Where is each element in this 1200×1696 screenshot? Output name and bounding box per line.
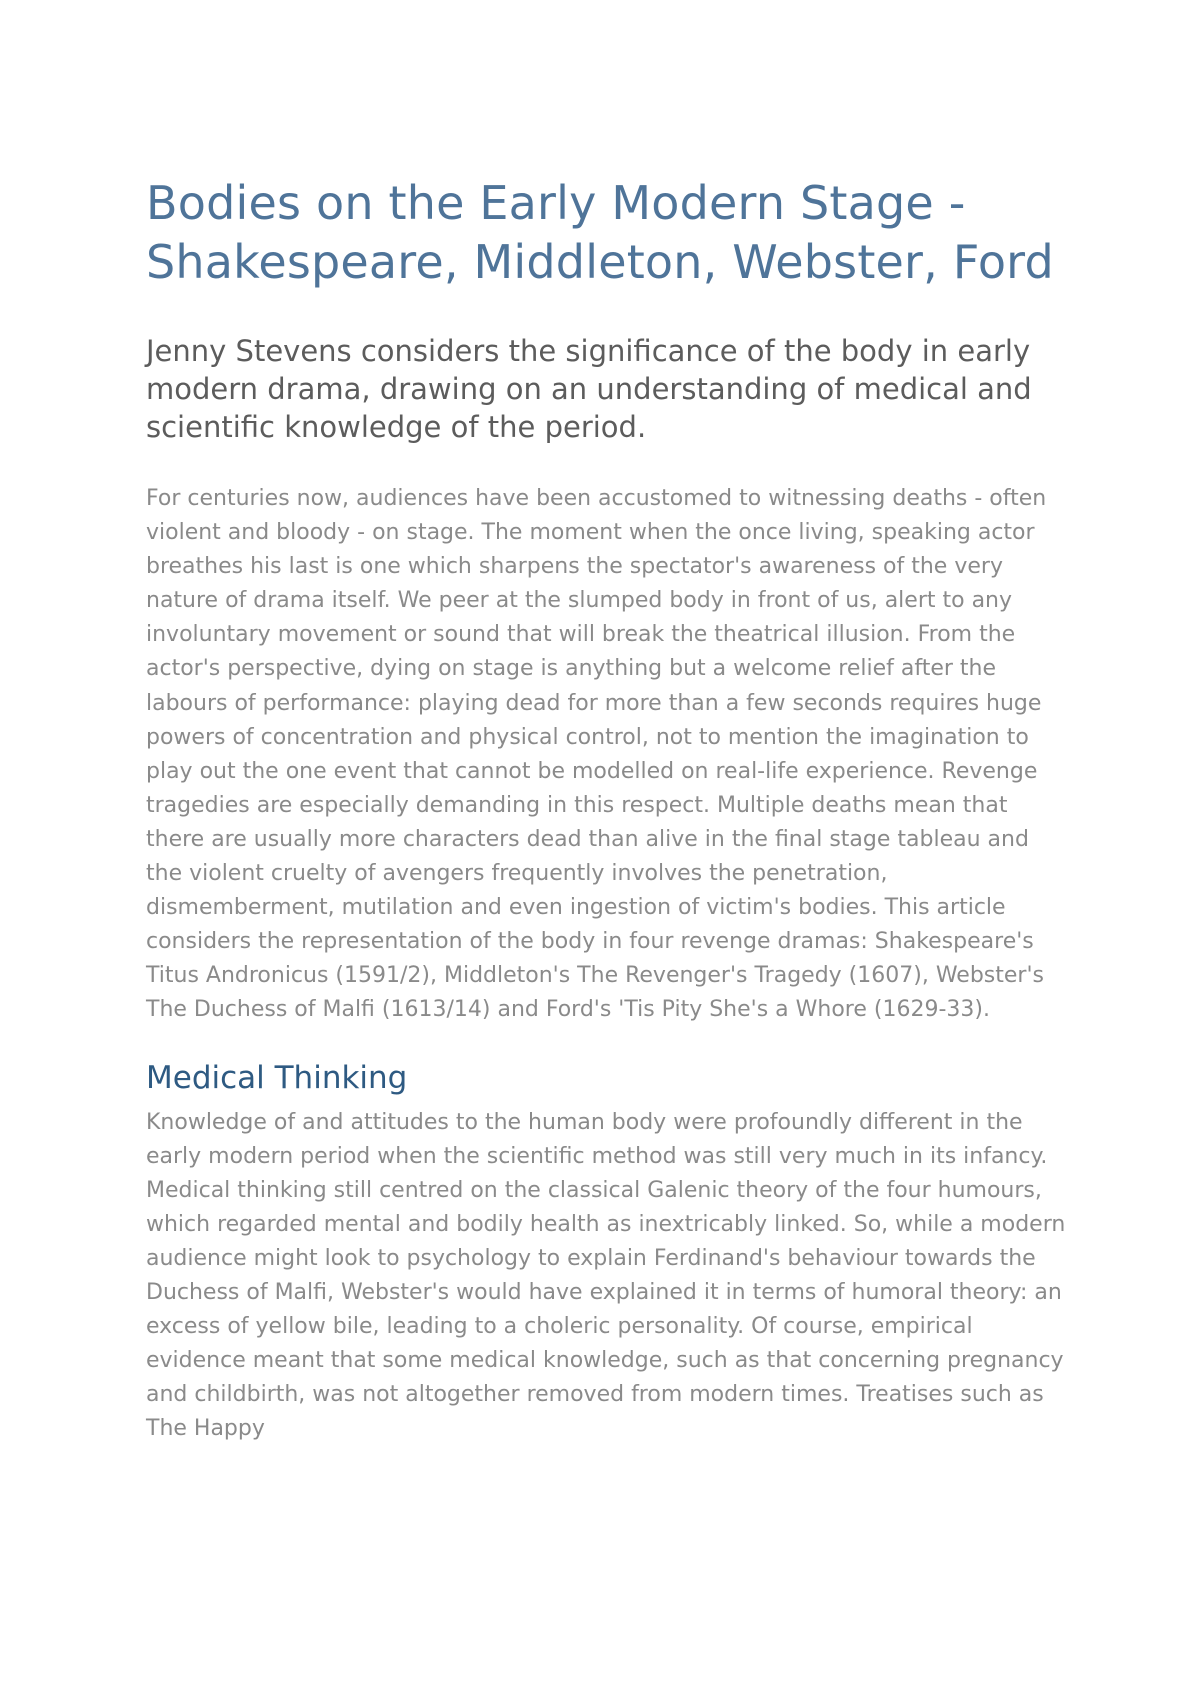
article-subtitle: Jenny Stevens considers the significance of the body in early modern drama, drawing on an understanding of medical and scientific knowledge of the period. — [146, 334, 1032, 444]
document-page — [146, 174, 1071, 1446]
article-title: Bodies on the Early Modern Stage - Shakespeare, Middleton, Webster, Ford — [146, 176, 1054, 289]
section-paragraph: Knowledge of and attitudes to the human body were profoundly different in the early modern period when the scientific method was still very much in its infancy. Medical thinking still centred on the classical Galenic theory of the four humours, which regarded mental and bodily health as inextricably linked. So, while a modern audience might look to psychology to explain Ferdinand's behaviour towards the Duchess of Malfi, Webster's would have explained it in terms of humoral theory: an excess of yellow bile, leading to a choleric personality. Of course, empirical evidence meant that some medical knowledge, such as that concerning pregnancy and childbirth, was not altogether removed from modern times. Treatises such as The Happy — [146, 1109, 1066, 1442]
intro-paragraph: For centuries now, audiences have been accustomed to witnessing deaths - often violent and bloody - on stage. The moment when the once living, speaking actor breathes his last is one which sharpens the spectator's awareness of the very nature of drama itself. We peer at the slumped body in front of us, alert to any involuntary movement or sound that will break the theatrical illusion. From the actor's perspective, dying on stage is anything but a welcome relief after the labours of performance: playing dead for more than a few seconds requires huge powers of concentration and physical control, not to mention the imagination to play out the one event that cannot be modelled on real-life experience. Revenge tragedies are especially demanding in this respect. Multiple deaths mean that there are usually more characters dead than alive in the final stage tableau and the violent cruelty of avengers frequently involves the penetration, dismemberment, mutilation and even ingestion of victim's bodies. This article considers the representation of the body in four revenge dramas: Shakespeare's Titus Andronicus (1591/2), Middleton's The Revenger's Tragedy (1607), Webster's The Duchess of Malfi (1613/14) and Ford's 'Tis Pity She's a Whore (1629-33). — [146, 486, 1047, 1023]
section-heading-medical-thinking: Medical Thinking — [146, 1059, 408, 1096]
